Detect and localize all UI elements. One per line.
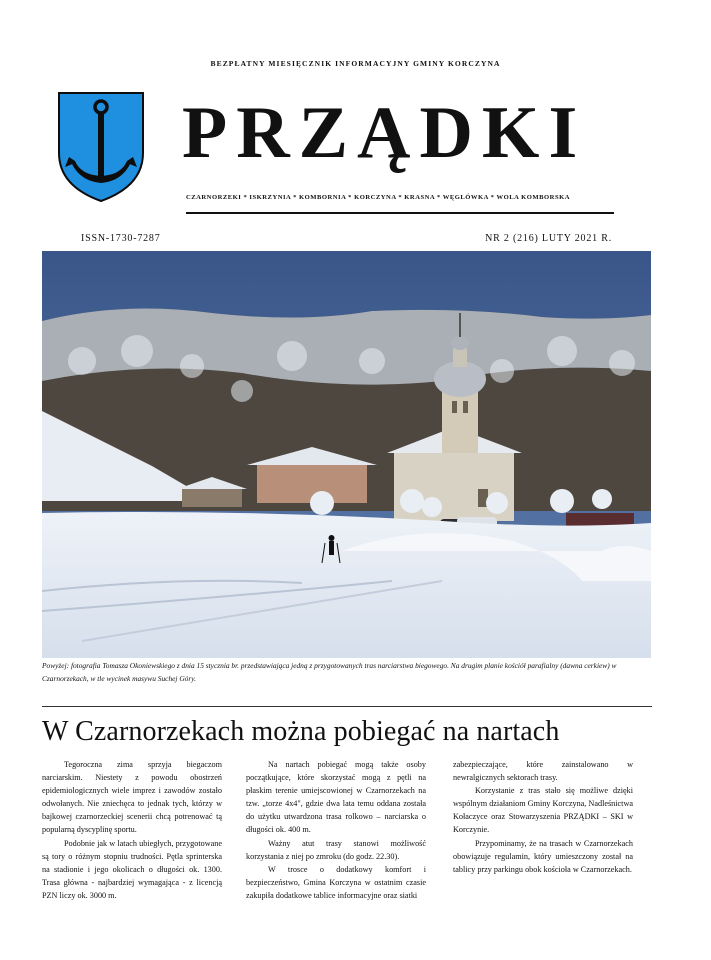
article-column-1: [42, 758, 222, 902]
cover-photo: [42, 251, 651, 658]
coat-of-arms-logo: [57, 91, 145, 203]
paragraph: zabezpieczające, które zainstalowano w newralgicznych sektorach trasy.: [453, 760, 633, 783]
header-divider: [186, 212, 614, 214]
article-headline: W Czarnorzekach można pobiegać na nartach: [42, 716, 560, 747]
paragraph: Na nartach pobiegać mogą także osoby początkujące, które skorzystać mogą z pętli na płaskim terenie umiejscowionej w Czarnorzekach na tzw. „torze 4x4", gdzie dwa lata temu oddana została do użytku utwardzona trasa rolkowo – narciarska o długości ok. 400 m.: [246, 760, 426, 835]
paragraph: Tegoroczna zima sprzyja biegaczom narciarskim. Niestety z powodu obostrzeń epidemiologicznych wiele imprez i zawodów zostało odwołanych. Nie zniechęca to jednak tych, którzy w bajkowej czarnorzeckiej scenerii chcą potrenować tą popularną dyscyplinę sportu.: [42, 760, 222, 835]
villages-list: CZARNORZEKI * ISKRZYNIA * KOMBORNIA * KORCZYNA * KRASNA * WĘGLÓWKA * WOLA KOMBORSKA: [186, 194, 570, 201]
tagline: BEZPŁATNY MIESIĘCZNIK INFORMACYJNY GMINY KORCZYNA: [210, 59, 501, 68]
photo-caption: Powyżej: fotografia Tomasza Okoniewskiego z dnia 15 stycznia br. przedstawiająca jedną z przygotowanych tras narciarstwa biegowego. Na drugim planie kościół parafialny (dawna cerkiew) w Czarnorzekach, w tle wycinek masywu Suchej Góry.: [42, 661, 617, 683]
paragraph: W trosce o dodatkowy komfort i bezpieczeństwo, Gmina Korczyna w ostatnim czasie zakupiła dodatkowe tablice informacyjne oraz siatki: [246, 864, 426, 900]
paragraph: Korzystanie z tras stało się możliwe dzięki wspólnym działaniom Gminy Korczyna, Nadleśnictwa Kołaczyce oraz Stowarzyszenia PRZĄDKI – SKI w Korczynie.: [453, 786, 633, 835]
paragraph: Ważny atut trasy stanowi możliwość korzystania z niej po zmroku (do godz. 22.30).: [246, 838, 426, 861]
caption-divider: [42, 706, 652, 707]
issue-number: NR 2 (216) LUTY 2021 R.: [485, 233, 612, 244]
issn: ISSN-1730-7287: [81, 233, 161, 244]
article-column-3: [453, 758, 633, 876]
paragraph: Przypominamy, że na trasach w Czarnorzekach obowiązuje regulamin, który umieszczony został na tablicy przy parkingu obok kościoła w Czarnorzekach.: [453, 838, 633, 874]
article-column-2: [246, 758, 426, 902]
paragraph: Podobnie jak w latach ubiegłych, przygotowane są tory o różnym stopniu trudności. Pętla sprinterska na stadionie i jego okolicach o długości ok. 1300. Trasa główna - najbardziej wymagająca - z licencją PZN liczy ok. 3000 m.: [42, 838, 222, 900]
masthead-title: PRZĄDKI: [182, 92, 587, 174]
